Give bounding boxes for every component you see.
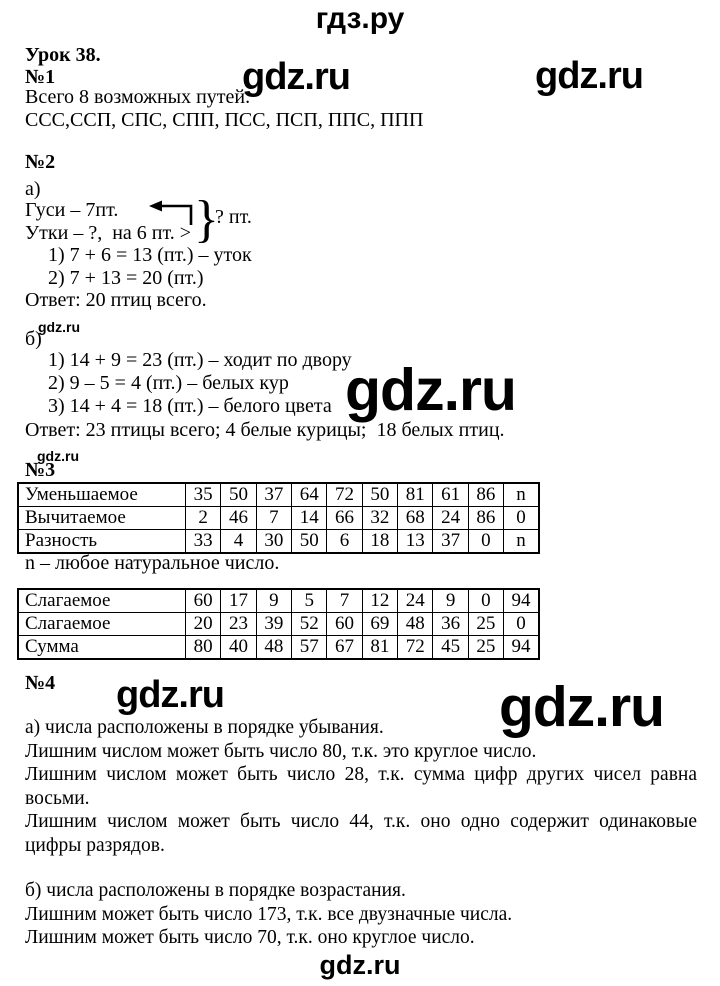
value-cell: 61: [433, 483, 468, 507]
value-cell: 86: [468, 483, 503, 507]
value-cell: 12: [362, 589, 397, 613]
value-cell: 14: [292, 507, 327, 530]
task1-paths-line: ССС,ССП, СПС, СПП, ПСС, ПСП, ППС, ППП: [25, 109, 424, 131]
value-cell: n: [504, 530, 539, 554]
curly-brace: }: [194, 191, 219, 248]
task2a-step1: 1) 7 + 6 = 13 (пт.) – уток: [48, 244, 252, 266]
task3-note: n – любое натуральное число.: [25, 552, 280, 574]
task2b-step2: 2) 9 – 5 = 4 (пт.) – белых кур: [48, 372, 289, 394]
value-cell: 45: [433, 636, 468, 660]
task4-a-intro: а) числа расположены в порядке убывания.: [25, 717, 384, 738]
value-cell: 35: [186, 483, 221, 507]
value-cell: 60: [186, 589, 221, 613]
value-cell: 48: [256, 636, 291, 660]
value-cell: 94: [504, 636, 539, 660]
task4-a-line2-cont: восьми.: [25, 787, 90, 809]
value-cell: 46: [221, 507, 256, 530]
task4-b-intro: б) числа расположены в порядке возрастания.: [25, 880, 406, 901]
value-cell: 25: [468, 636, 503, 660]
row-label-cell: Сумма: [18, 636, 186, 660]
row-label-cell: Слагаемое: [18, 613, 186, 636]
value-cell: 66: [327, 507, 362, 530]
value-cell: 81: [362, 636, 397, 660]
value-cell: 25: [468, 613, 503, 636]
value-cell: 69: [362, 613, 397, 636]
lesson-title: Урок 38.: [25, 44, 101, 66]
table-row: [18, 589, 539, 613]
value-cell: 24: [433, 507, 468, 530]
value-cell: 4: [221, 530, 256, 554]
watermark-logo-large: gdz.ru: [345, 357, 516, 423]
task2-part-a-label: а): [25, 178, 41, 200]
addition-table: [17, 588, 540, 660]
task4-a-line2: Лишним числом может быть число 28, т.к. сумма цифр других чисел равна: [25, 764, 697, 785]
value-cell: 52: [292, 613, 327, 636]
task2a-step2: 2) 7 + 13 = 20 (пт.): [48, 267, 204, 289]
task4-b-line1: Лишним может быть число 173, т.к. все двузначные числа.: [25, 903, 513, 925]
watermark-logo-small: gdz.ru: [38, 319, 80, 335]
task3-number: №3: [25, 459, 56, 481]
task2b-step1: 1) 14 + 9 = 23 (пт.) – ходит по двору: [48, 349, 352, 371]
task4-a-line3-cont: цифры разрядов.: [25, 834, 165, 856]
value-cell: 68: [398, 507, 433, 530]
value-cell: 23: [221, 613, 256, 636]
comparison-arrow-icon: [149, 198, 197, 226]
value-cell: 9: [256, 589, 291, 613]
table-row: [18, 507, 539, 530]
value-cell: 64: [292, 483, 327, 507]
paragraph-gap: [25, 857, 697, 879]
task4-number: №4: [25, 672, 56, 694]
value-cell: 86: [468, 507, 503, 530]
value-cell: 40: [221, 636, 256, 660]
value-cell: 17: [221, 589, 256, 613]
task2-question-label: ? пт.: [215, 206, 252, 228]
value-cell: 9: [433, 589, 468, 613]
task2-part-b-label: б): [25, 328, 42, 350]
task4-text: [25, 716, 697, 950]
value-cell: 2: [186, 507, 221, 530]
site-logo-header: гдз.ру: [315, 2, 405, 35]
row-label-cell: Уменьшаемое: [18, 483, 186, 507]
table-row: [18, 613, 539, 636]
value-cell: 67: [327, 636, 362, 660]
value-cell: 7: [327, 589, 362, 613]
value-cell: 36: [433, 613, 468, 636]
row-label-cell: Слагаемое: [18, 589, 186, 613]
value-cell: 13: [398, 530, 433, 554]
task2b-step3: 3) 14 + 4 = 18 (пт.) – белого цвета: [48, 395, 332, 417]
row-label-cell: Разность: [18, 530, 186, 554]
watermark-logo-small: gdz.ru: [37, 448, 79, 464]
watermark-logo: gdz.ru: [535, 55, 643, 97]
table-row: [18, 636, 539, 660]
value-cell: 57: [292, 636, 327, 660]
value-cell: 39: [256, 613, 291, 636]
value-cell: 0: [468, 530, 503, 554]
task2b-answer: Ответ: 23 птицы всего; 4 белые курицы; 18 белых птиц.: [25, 419, 505, 441]
value-cell: 48: [398, 613, 433, 636]
value-cell: 94: [504, 589, 539, 613]
watermark-logo: gdz.ru: [116, 674, 224, 716]
task2-number: №2: [25, 151, 56, 173]
task2-given-ducks: Утки – ?, на 6 пт. >: [25, 222, 191, 244]
value-cell: 20: [186, 613, 221, 636]
watermark-logo-large: gdz.ru: [499, 675, 664, 739]
value-cell: n: [504, 483, 539, 507]
task4-b-line2: Лишним может быть число 70, т.к. оно круглое число.: [25, 927, 475, 948]
value-cell: 60: [327, 613, 362, 636]
task4-a-line1: Лишним числом может быть число 80, т.к. это круглое число.: [25, 740, 537, 762]
value-cell: 5: [292, 589, 327, 613]
value-cell: 24: [398, 589, 433, 613]
task4-a-line3: Лишним числом может быть число 44, т.к. оно одно содержит одинаковые: [25, 811, 697, 832]
value-cell: 50: [221, 483, 256, 507]
value-cell: 32: [362, 507, 397, 530]
value-cell: 0: [504, 507, 539, 530]
value-cell: 0: [504, 613, 539, 636]
value-cell: 6: [327, 530, 362, 554]
value-cell: 72: [398, 636, 433, 660]
value-cell: 50: [362, 483, 397, 507]
table-row: [18, 483, 539, 507]
value-cell: 50: [292, 530, 327, 554]
value-cell: 18: [362, 530, 397, 554]
value-cell: 37: [256, 483, 291, 507]
table-row: [18, 530, 539, 554]
watermark-logo: gdz.ru: [242, 56, 350, 98]
value-cell: 80: [186, 636, 221, 660]
subtraction-table: [17, 482, 540, 554]
task2a-answer: Ответ: 20 птиц всего.: [25, 289, 207, 311]
task1-total-line: Всего 8 возможных путей.: [25, 86, 251, 108]
value-cell: 37: [433, 530, 468, 554]
site-logo-footer: gdz.ru: [319, 950, 401, 980]
task1-number: №1: [25, 66, 56, 88]
value-cell: 30: [256, 530, 291, 554]
value-cell: 0: [468, 589, 503, 613]
value-cell: 33: [186, 530, 221, 554]
row-label-cell: Вычитаемое: [18, 507, 186, 530]
value-cell: 72: [327, 483, 362, 507]
value-cell: 81: [398, 483, 433, 507]
task2-given-geese: Гуси – 7пт.: [25, 199, 119, 221]
value-cell: 7: [256, 507, 291, 530]
